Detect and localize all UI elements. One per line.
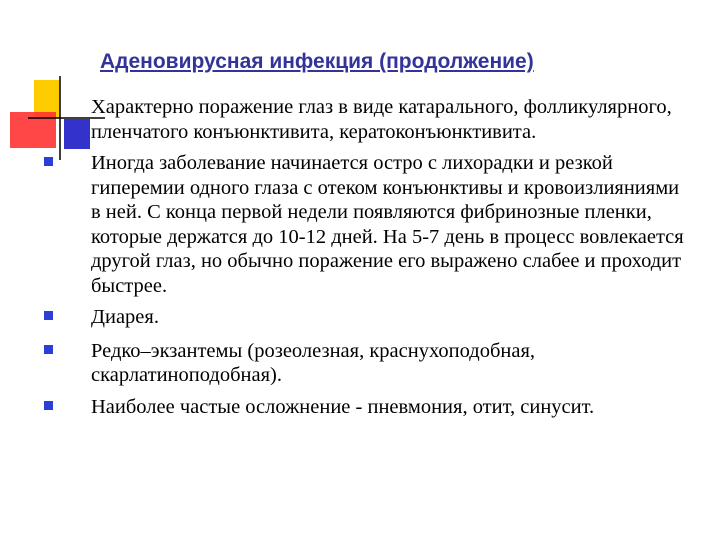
bullet-marker-icon [44, 101, 53, 110]
bullet-marker-icon [44, 311, 53, 320]
bullet-item [44, 395, 684, 420]
bullet-list [44, 95, 684, 426]
bullet-text: Диарея. [91, 306, 159, 328]
bullet-item [44, 305, 684, 330]
slide-title: Аденовирусная инфекция (продолжение) [100, 50, 534, 73]
bullet-marker-icon [44, 401, 53, 410]
bullet-text: Редко–экзантемы (розеолезная, краснухоподобная, скарлатиноподобная). [91, 339, 536, 386]
bullet-marker-icon [44, 157, 53, 166]
bullet-item [44, 339, 684, 388]
bullet-marker-icon [44, 345, 53, 354]
bullet-text: Наиболее частые осложнение - пневмония, отит, синусит. [91, 395, 595, 418]
bullet-text: Характерно поражение глаз в виде катарального, фолликулярного, пленчатого конъюнктивита, кератоконъюнктивита. [91, 96, 672, 143]
bullet-item [44, 95, 684, 144]
bullet-item [44, 151, 684, 298]
bullet-text: Иногда заболевание начинается остро с лихорадки и резкой гиперемии одного глаза с отеком конъюнктивы и кровоизлияниями в ней. С конца первой недели появляются фибринозные пленки, которые держатся до 10-12 дней. На 5-7 день в процесс вовлекается другой глаз, но обычно поражение его выражено слабее и проходит быстрее. [91, 152, 684, 297]
